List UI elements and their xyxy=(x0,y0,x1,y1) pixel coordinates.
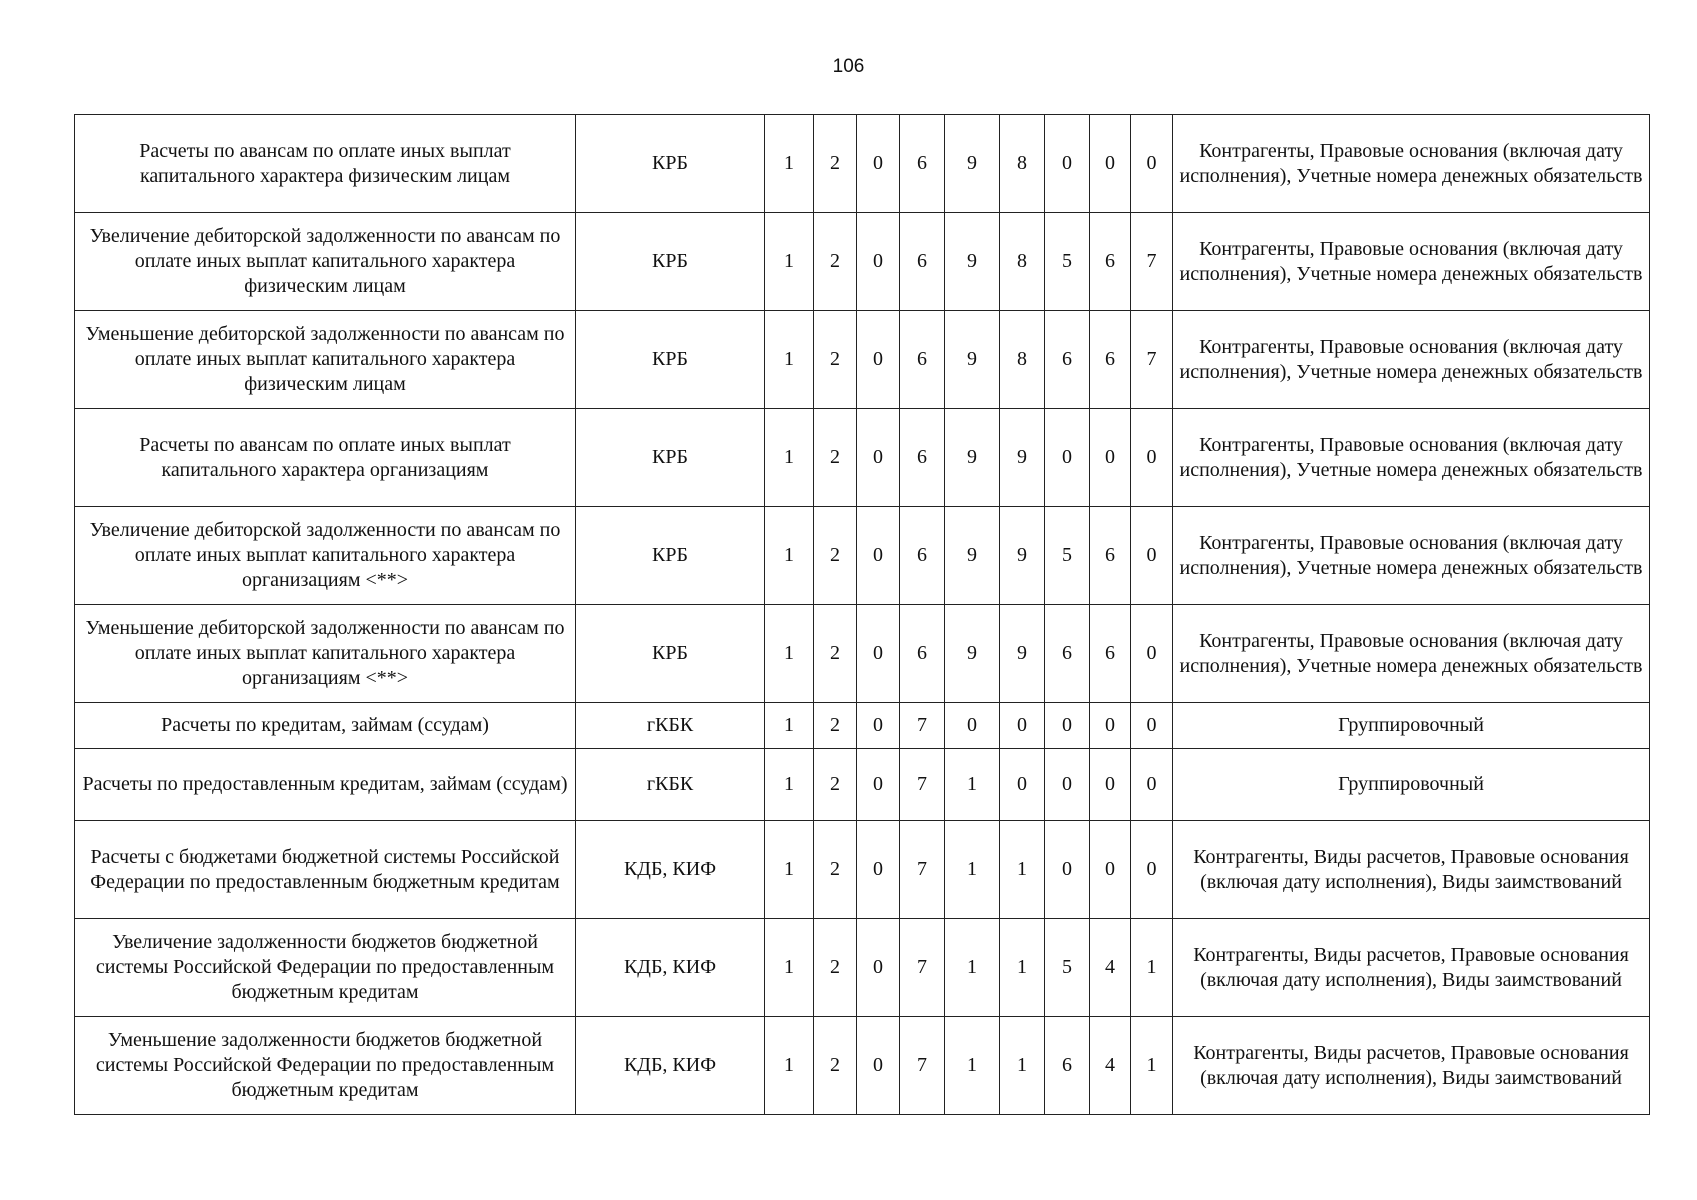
account-digit-cell: 0 xyxy=(857,213,900,311)
account-digit-cell: 7 xyxy=(900,703,945,749)
account-digit-cell: 8 xyxy=(1000,311,1045,409)
account-digit-cell: 1 xyxy=(765,749,814,821)
account-digit-cell: 6 xyxy=(1045,605,1090,703)
account-digit-cell: 1 xyxy=(765,919,814,1017)
account-digit-cell: 0 xyxy=(857,115,900,213)
account-digit-cell: 8 xyxy=(1000,213,1045,311)
account-name-cell: Увеличение дебиторской задолженности по авансам по оплате иных выплат капитального характера организациям <**> xyxy=(75,507,576,605)
code-type-cell: гКБК xyxy=(576,703,765,749)
account-digit-cell: 1 xyxy=(765,821,814,919)
code-type-cell: КРБ xyxy=(576,311,765,409)
account-digit-cell: 1 xyxy=(1000,821,1045,919)
account-name-cell: Уменьшение задолженности бюджетов бюджетной системы Российской Федерации по предоставленным бюджетным кредитам xyxy=(75,1017,576,1115)
account-digit-cell: 1 xyxy=(1131,1017,1173,1115)
account-digit-cell: 2 xyxy=(814,115,857,213)
analytics-cell: Группировочный xyxy=(1173,703,1650,749)
account-digit-cell: 0 xyxy=(857,703,900,749)
account-digit-cell: 6 xyxy=(1045,1017,1090,1115)
account-digit-cell: 9 xyxy=(1000,507,1045,605)
account-digit-cell: 0 xyxy=(857,1017,900,1115)
account-digit-cell: 4 xyxy=(1090,919,1131,1017)
code-type-cell: КРБ xyxy=(576,213,765,311)
analytics-cell: Группировочный xyxy=(1173,749,1650,821)
code-type-cell: КДБ, КИФ xyxy=(576,821,765,919)
account-digit-cell: 0 xyxy=(1131,821,1173,919)
account-name-cell: Расчеты по предоставленным кредитам, займам (ссудам) xyxy=(75,749,576,821)
account-digit-cell: 9 xyxy=(945,115,1000,213)
account-digit-cell: 1 xyxy=(765,213,814,311)
account-digit-cell: 0 xyxy=(1131,703,1173,749)
account-digit-cell: 0 xyxy=(1090,749,1131,821)
account-digit-cell: 0 xyxy=(1090,115,1131,213)
account-digit-cell: 2 xyxy=(814,213,857,311)
account-digit-cell: 1 xyxy=(765,703,814,749)
account-digit-cell: 6 xyxy=(900,605,945,703)
account-digit-cell: 0 xyxy=(945,703,1000,749)
account-digit-cell: 5 xyxy=(1045,507,1090,605)
account-digit-cell: 2 xyxy=(814,311,857,409)
code-type-cell: гКБК xyxy=(576,749,765,821)
account-digit-cell: 0 xyxy=(1090,703,1131,749)
account-digit-cell: 1 xyxy=(765,409,814,507)
account-digit-cell: 1 xyxy=(945,749,1000,821)
account-digit-cell: 6 xyxy=(900,507,945,605)
account-digit-cell: 6 xyxy=(900,213,945,311)
account-digit-cell: 6 xyxy=(1090,311,1131,409)
account-digit-cell: 0 xyxy=(1045,821,1090,919)
account-digit-cell: 0 xyxy=(857,919,900,1017)
account-digit-cell: 0 xyxy=(1131,507,1173,605)
account-digit-cell: 0 xyxy=(1000,703,1045,749)
table-row xyxy=(75,703,1650,749)
analytics-cell: Контрагенты, Правовые основания (включая дату исполнения), Учетные номера денежных обязательств xyxy=(1173,605,1650,703)
analytics-cell: Контрагенты, Виды расчетов, Правовые основания (включая дату исполнения), Виды заимствований xyxy=(1173,1017,1650,1115)
account-name-cell: Уменьшение дебиторской задолженности по авансам по оплате иных выплат капитального характера физическим лицам xyxy=(75,311,576,409)
account-name-cell: Расчеты по кредитам, займам (ссудам) xyxy=(75,703,576,749)
account-digit-cell: 6 xyxy=(1090,507,1131,605)
account-digit-cell: 2 xyxy=(814,507,857,605)
analytics-cell: Контрагенты, Правовые основания (включая дату исполнения), Учетные номера денежных обязательств xyxy=(1173,507,1650,605)
account-digit-cell: 0 xyxy=(857,821,900,919)
account-digit-cell: 6 xyxy=(1090,213,1131,311)
account-digit-cell: 5 xyxy=(1045,919,1090,1017)
account-digit-cell: 6 xyxy=(1045,311,1090,409)
account-digit-cell: 6 xyxy=(900,311,945,409)
account-name-cell: Увеличение задолженности бюджетов бюджетной системы Российской Федерации по предоставленным бюджетным кредитам xyxy=(75,919,576,1017)
account-digit-cell: 8 xyxy=(1000,115,1045,213)
account-digit-cell: 1 xyxy=(1000,919,1045,1017)
account-digit-cell: 1 xyxy=(765,1017,814,1115)
account-digit-cell: 7 xyxy=(1131,311,1173,409)
account-digit-cell: 6 xyxy=(900,409,945,507)
account-digit-cell: 9 xyxy=(1000,605,1045,703)
account-digit-cell: 0 xyxy=(857,409,900,507)
table-row xyxy=(75,749,1650,821)
account-digit-cell: 0 xyxy=(1131,409,1173,507)
table-row xyxy=(75,507,1650,605)
analytics-cell: Контрагенты, Правовые основания (включая дату исполнения), Учетные номера денежных обязательств xyxy=(1173,115,1650,213)
code-type-cell: КДБ, КИФ xyxy=(576,919,765,1017)
account-name-cell: Расчеты по авансам по оплате иных выплат капитального характера физическим лицам xyxy=(75,115,576,213)
account-digit-cell: 0 xyxy=(1131,749,1173,821)
account-digit-cell: 2 xyxy=(814,821,857,919)
account-digit-cell: 7 xyxy=(900,749,945,821)
account-digit-cell: 1 xyxy=(945,821,1000,919)
code-type-cell: КРБ xyxy=(576,115,765,213)
account-digit-cell: 7 xyxy=(1131,213,1173,311)
account-digit-cell: 1 xyxy=(765,507,814,605)
table-row xyxy=(75,409,1650,507)
account-digit-cell: 6 xyxy=(900,115,945,213)
account-digit-cell: 0 xyxy=(1131,605,1173,703)
account-name-cell: Расчеты по авансам по оплате иных выплат капитального характера организациям xyxy=(75,409,576,507)
account-digit-cell: 6 xyxy=(1090,605,1131,703)
account-digit-cell: 0 xyxy=(857,605,900,703)
account-digit-cell: 9 xyxy=(945,409,1000,507)
account-digit-cell: 1 xyxy=(1000,1017,1045,1115)
account-digit-cell: 2 xyxy=(814,919,857,1017)
analytics-cell: Контрагенты, Правовые основания (включая дату исполнения), Учетные номера денежных обязательств xyxy=(1173,409,1650,507)
account-name-cell: Расчеты с бюджетами бюджетной системы Российской Федерации по предоставленным бюджетным кредитам xyxy=(75,821,576,919)
account-digit-cell: 4 xyxy=(1090,1017,1131,1115)
account-digit-cell: 0 xyxy=(857,311,900,409)
account-digit-cell: 5 xyxy=(1045,213,1090,311)
account-digit-cell: 1 xyxy=(945,919,1000,1017)
table-row xyxy=(75,605,1650,703)
table-row xyxy=(75,213,1650,311)
account-digit-cell: 7 xyxy=(900,919,945,1017)
account-digit-cell: 9 xyxy=(945,213,1000,311)
code-type-cell: КРБ xyxy=(576,605,765,703)
table-row xyxy=(75,1017,1650,1115)
page-number: 106 xyxy=(832,56,865,77)
account-digit-cell: 0 xyxy=(1045,703,1090,749)
account-digit-cell: 0 xyxy=(857,749,900,821)
account-digit-cell: 0 xyxy=(1131,115,1173,213)
account-digit-cell: 1 xyxy=(765,115,814,213)
analytics-cell: Контрагенты, Правовые основания (включая дату исполнения), Учетные номера денежных обязательств xyxy=(1173,213,1650,311)
account-digit-cell: 2 xyxy=(814,749,857,821)
table-row xyxy=(75,115,1650,213)
account-digit-cell: 9 xyxy=(945,507,1000,605)
account-digit-cell: 0 xyxy=(1000,749,1045,821)
account-digit-cell: 0 xyxy=(1045,749,1090,821)
account-digit-cell: 1 xyxy=(765,311,814,409)
account-digit-cell: 1 xyxy=(945,1017,1000,1115)
analytics-cell: Контрагенты, Виды расчетов, Правовые основания (включая дату исполнения), Виды заимствований xyxy=(1173,821,1650,919)
account-digit-cell: 0 xyxy=(1090,409,1131,507)
analytics-cell: Контрагенты, Правовые основания (включая дату исполнения), Учетные номера денежных обязательств xyxy=(1173,311,1650,409)
account-digit-cell: 0 xyxy=(1045,115,1090,213)
account-digit-cell: 0 xyxy=(1090,821,1131,919)
code-type-cell: КДБ, КИФ xyxy=(576,1017,765,1115)
account-digit-cell: 7 xyxy=(900,821,945,919)
table-row xyxy=(75,821,1650,919)
account-digit-cell: 1 xyxy=(1131,919,1173,1017)
account-digit-cell: 2 xyxy=(814,409,857,507)
table-row xyxy=(75,919,1650,1017)
account-digit-cell: 9 xyxy=(1000,409,1045,507)
account-name-cell: Уменьшение дебиторской задолженности по авансам по оплате иных выплат капитального характера организациям <**> xyxy=(75,605,576,703)
account-digit-cell: 9 xyxy=(945,311,1000,409)
code-type-cell: КРБ xyxy=(576,507,765,605)
account-digit-cell: 0 xyxy=(857,507,900,605)
account-digit-cell: 2 xyxy=(814,703,857,749)
account-digit-cell: 2 xyxy=(814,1017,857,1115)
account-digit-cell: 2 xyxy=(814,605,857,703)
account-digit-cell: 7 xyxy=(900,1017,945,1115)
code-type-cell: КРБ xyxy=(576,409,765,507)
analytics-cell: Контрагенты, Виды расчетов, Правовые основания (включая дату исполнения), Виды заимствований xyxy=(1173,919,1650,1017)
account-digit-cell: 1 xyxy=(765,605,814,703)
account-name-cell: Увеличение дебиторской задолженности по авансам по оплате иных выплат капитального характера физическим лицам xyxy=(75,213,576,311)
table-row xyxy=(75,311,1650,409)
accounts-table xyxy=(74,114,1650,1115)
account-digit-cell: 9 xyxy=(945,605,1000,703)
account-digit-cell: 0 xyxy=(1045,409,1090,507)
